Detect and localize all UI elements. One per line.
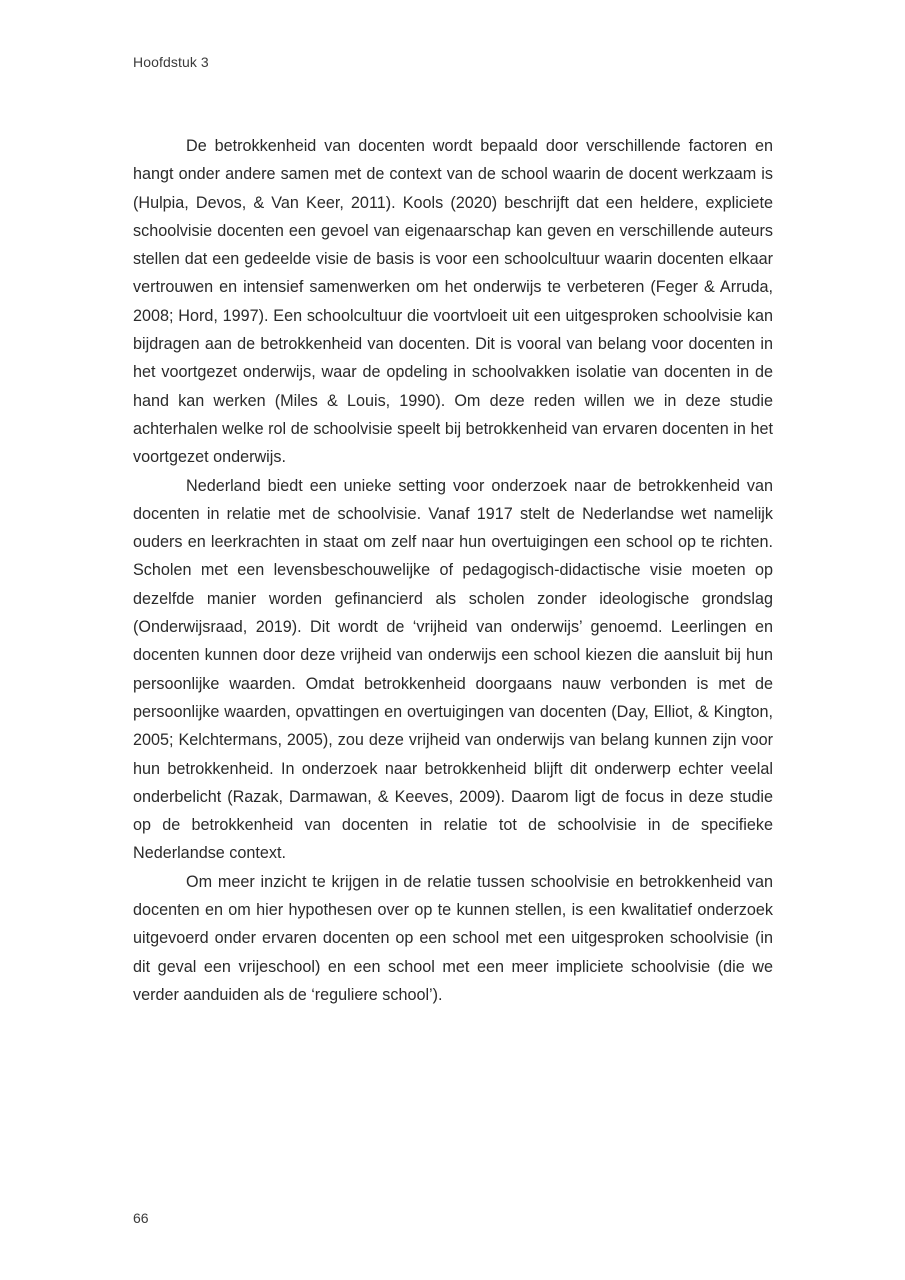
paragraph-3: Om meer inzicht te krijgen in de relatie tussen schoolvisie en betrokkenheid van docenten en om hier hypothesen over op te kunnen stellen, is een kwalitatief onderzoek uitgevoerd onder ervaren docenten op een school met een uitgesproken schoolvisie (in dit geval een vrijeschool) en een school met een meer impliciete schoolvisie (die we verder aanduiden als de ‘reguliere school’). xyxy=(133,872,773,1004)
body-text xyxy=(133,132,773,1009)
running-header: Hoofdstuk 3 xyxy=(133,54,209,70)
paragraph-1: De betrokkenheid van docenten wordt bepaald door verschillende factoren en hangt onder andere samen met de context van de school waarin de docent werkzaam is (Hulpia, Devos, & Van Keer, 2011). Kools (2020) beschrijft dat een heldere, expliciete schoolvisie docenten een gevoel van eigenaarschap kan geven en verschillende auteurs stellen dat een gedeelde visie de basis is voor een schoolcultuur waarin docenten elkaar vertrouwen en intensief samenwerken om het onderwijs te verbeteren (Feger & Arruda, 2008; Hord, 1997). Een schoolcultuur die voortvloeit uit een uitgesproken schoolvisie kan bijdragen aan de betrokkenheid van docenten. Dit is vooral van belang voor docenten in het voortgezet onderwijs, waar de opdeling in schoolvakken isolatie van docenten in de hand kan werken (Miles & Louis, 1990). Om deze reden willen we in deze studie achterhalen welke rol de schoolvisie speelt bij betrokkenheid van ervaren docenten in het voortgezet onderwijs. xyxy=(133,137,773,467)
paragraph-2: Nederland biedt een unieke setting voor onderzoek naar de betrokkenheid van docenten in relatie met de schoolvisie. Vanaf 1917 stelt de Nederlandse wet namelijk ouders en leerkrachten in staat om zelf naar hun overtuigingen een school op te richten. Scholen met een levensbeschouwelijke of pedagogisch-didactische visie moeten op dezelfde manier worden gefinancierd als scholen zonder ideologische grondslag (Onderwijsraad, 2019). Dit wordt de ‘vrijheid van onderwijs’ genoemd. Leerlingen en docenten kunnen door deze vrijheid van onderwijs een school kiezen die aansluit bij hun persoonlijke waarden. Omdat betrokkenheid doorgaans nauw verbonden is met de persoonlijke waarden, opvattingen en overtuigingen van docenten (Day, Elliot, & Kington, 2005; Kelchtermans, 2005), zou deze vrijheid van onderwijs van belang kunnen zijn voor hun betrokkenheid. In onderzoek naar betrokkenheid blijft dit onderwerp echter veelal onderbelicht (Razak, Darmawan, & Keeves, 2009). Daarom ligt de focus in deze studie op de betrokkenheid van docenten in relatie tot de schoolvisie in de specifieke Nederlandse context. xyxy=(133,476,773,863)
page-number: 66 xyxy=(133,1210,149,1226)
